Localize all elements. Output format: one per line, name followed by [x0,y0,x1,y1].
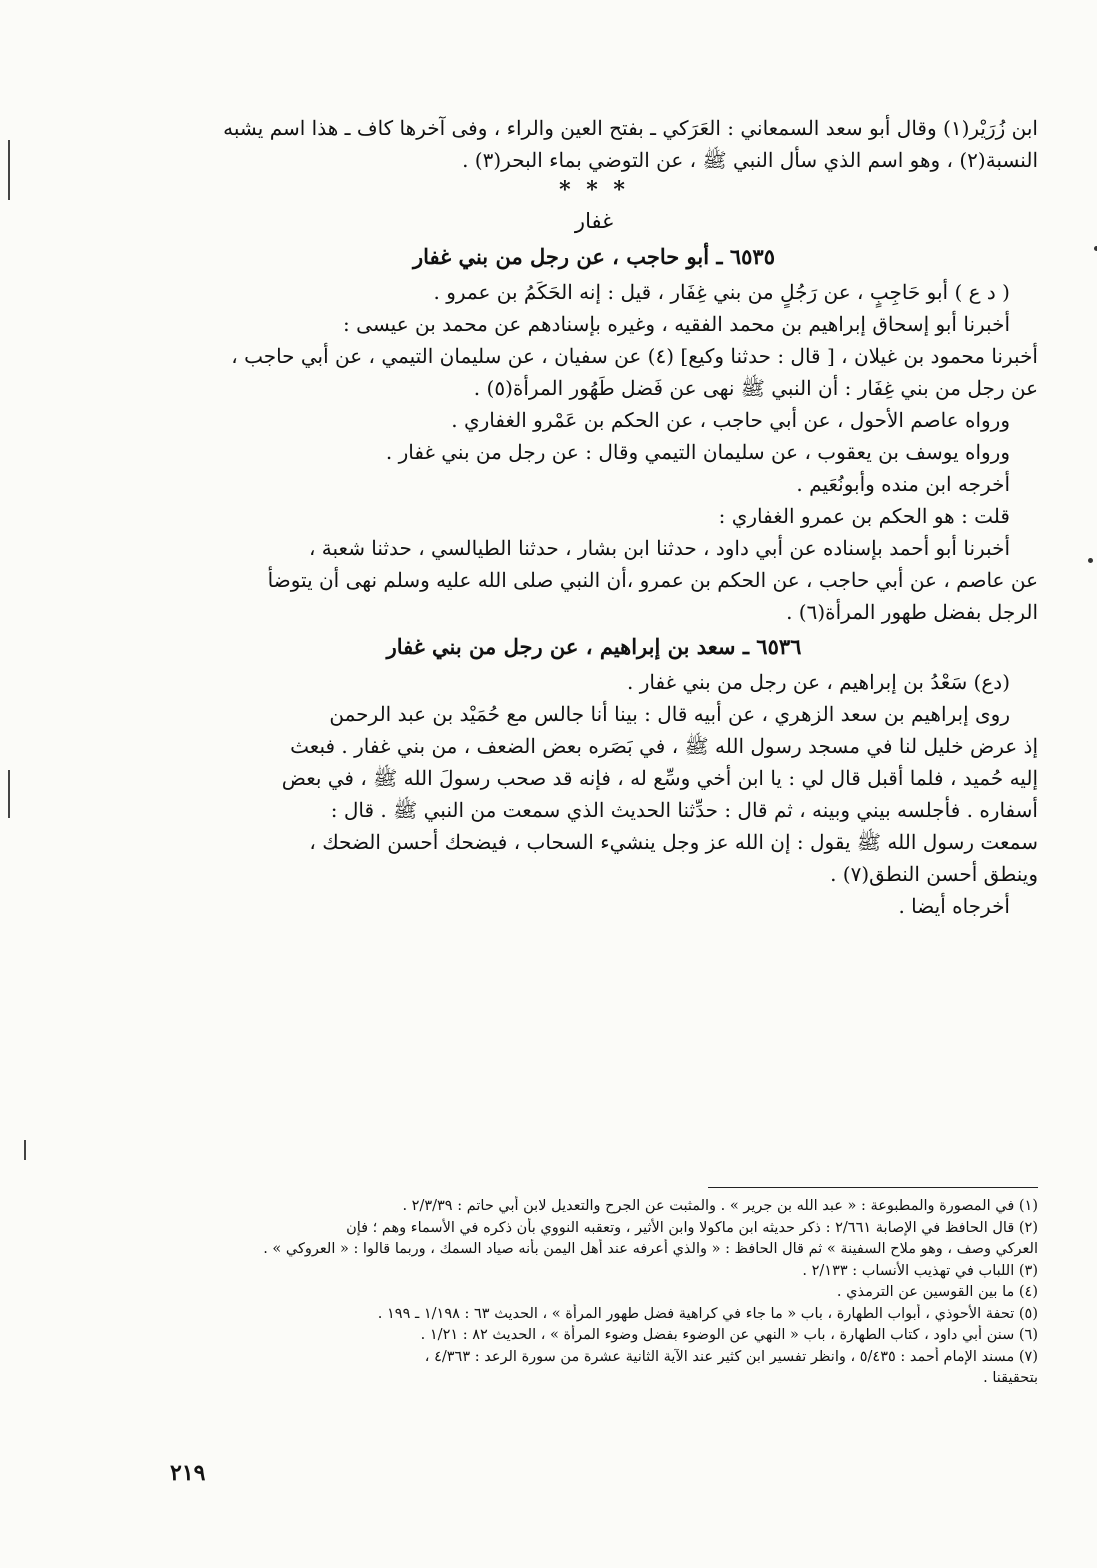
text-line: إليه حُميد ، فلما أقبل قال لي : يا ابن أخي وسِّع له ، فإنه قد صحب رسولَ الله ﷺ ، في بعض [281,766,1038,790]
footnote-separator [708,1187,1038,1188]
text-line: ورواه يوسف بن يعقوب ، عن سليمان التيمي وقال : عن رجل من بني غفار . [385,440,1010,464]
text-line: ابن زُرَيْر(١) وقال أبو سعد السمعاني : العَرَكي ـ بفتح العين والراء ، وفى آخرها كاف ـ هذا اسم يشبه [223,116,1038,140]
text-line: إذ عرض خليل لنا في مسجد رسول الله ﷺ ، في بَصَره بعض الضعف ، من بني غفار . فبعث [290,734,1038,758]
text-line: قلت : هو الحكم بن عمرو الغفاري : [718,504,1010,528]
text-line: عن عاصم ، عن أبي حاجب ، عن الحكم بن عمرو ،أن النبي صلى الله عليه وسلم نهى أن يتوضأ [267,568,1038,592]
text-line: وينطق أحسن النطق(٧) . [830,862,1038,886]
text-line: (دع) سَعْدُ بن إبراهيم ، عن رجل من بني غفار . [627,670,1010,694]
text-line: الرجل بفضل طهور المرأة(٦) . [786,600,1038,624]
footnote: (٥) تحفة الأحوذي ، أبواب الطهارة ، باب « ما جاء في كراهية فضل طهور المرأة » ، الحديث ٦٣ : ١/١٩٨ ـ ١٩٩ . [377,1305,1038,1322]
footnote: (٤) ما بين القوسين عن الترمذي . [836,1284,1038,1300]
text-line: أخرجاه أيضا . [898,894,1010,918]
section-title: غفار [574,209,614,233]
footnote-continuation: بتحقيقنا . [983,1370,1038,1386]
text-line: أخبرنا أبو أحمد بإسناده عن أبي داود ، حدثنا ابن بشار ، حدثنا الطيالسي ، حدثنا شعبة ، [308,536,1010,560]
footnote: (٣) اللباب في تهذيب الأنساب : ٢/١٣٣ . [802,1262,1038,1279]
main-text [150,112,1038,922]
text-line: أخبرنا أبو إسحاق إبراهيم بن محمد الفقيه ، وغيره بإسنادهم عن محمد بن عيسى : [343,312,1010,336]
text-line: ورواه عاصم الأحول ، عن أبي حاجب ، عن الحكم بن عَمْرو الغفاري . [451,408,1010,432]
section-separator-stars: * * * [559,177,629,203]
text-line: ( د ع ) أبو حَاجِبٍ ، عن رَجُلٍ من بني غِفَار ، قيل : إنه الحَكَمُ بن عمرو . [433,280,1010,304]
footnote: (٢) قال الحافظ في الإصابة ٢/٦٦١ : ذكر حديثه ابن ماكولا وابن الأثير ، وتعقبه النووي بأن ذكره في الأسماء وهم ؛ فإن [346,1219,1038,1236]
text-line: أخرجه ابن منده وأبونُعَيم . [796,472,1010,496]
footnotes [150,1196,1038,1390]
footnote: (٦) سنن أبي داود ، كتاب الطهارة ، باب « النهي عن الوضوء بفضل وضوء المرأة » ، الحديث ٨٢ : ١/٢١ . [420,1327,1038,1343]
text-line: روى إبراهيم بن سعد الزهري ، عن أبيه قال : بينا أنا جالس مع حُمَيْد بن عبد الرحمن [329,702,1010,726]
left-margin-mark-middle [8,770,10,818]
text-line: عن رجل من بني غِفَار : أن النبي ﷺ نهى عن فَضل طَهُور المرأة(٥) . [473,376,1038,400]
entry-heading: ٦٥٣٥ ـ أبو حاجب ، عن رجل من بني غفار [413,244,775,269]
footnote: (٧) مسند الإمام أحمد : ٥/٤٣٥ ، وانظر تفسير ابن كثير عند الآية الثانية عشرة من سورة الرعد : ٤/٣٦٣ ، [424,1348,1038,1365]
footnote-continuation: العركي وصف ، وهو ملاح السفينة » ثم قال الحافظ : « والذي أعرفه عند أهل اليمن بأنه صياد السمك ، وربما قالوا : « العروكي » . [263,1241,1038,1257]
text-line: سمعت رسول الله ﷺ يقول : إن الله عز وجل ينشيء السحاب ، فيضحك أحسن الضحك ، [309,830,1038,854]
left-margin-mark-low [24,1140,26,1160]
entry-heading: ٦٥٣٦ ـ سعد بن إبراهيم ، عن رجل من بني غفار [386,634,802,659]
footnote: (١) في المصورة والمطبوعة : « عبد الله بن جرير » . والمثبت عن الجرح والتعديل لابن أبي حاتم : ٢/٣/٣٩ . [402,1198,1038,1214]
page-number: ٢١٩ [170,1460,206,1486]
text-line: أخبرنا محمود بن غيلان ، [ قال : حدثنا وكيع] (٤) عن سفيان ، عن سليمان التيمي ، عن أبي حاجب ، [231,344,1038,368]
text-line: أسفاره . فأجلسه بيني وبينه ، ثم قال : حدِّثنا الحديث الذي سمعت من النبي ﷺ . قال : [330,798,1038,822]
scan-dot-lower [1088,558,1093,563]
left-margin-mark-top [8,140,10,200]
text-line: النسبة(٢) ، وهو اسم الذي سأل النبي ﷺ ، عن التوضي بماء البحر(٣) . [462,148,1038,172]
